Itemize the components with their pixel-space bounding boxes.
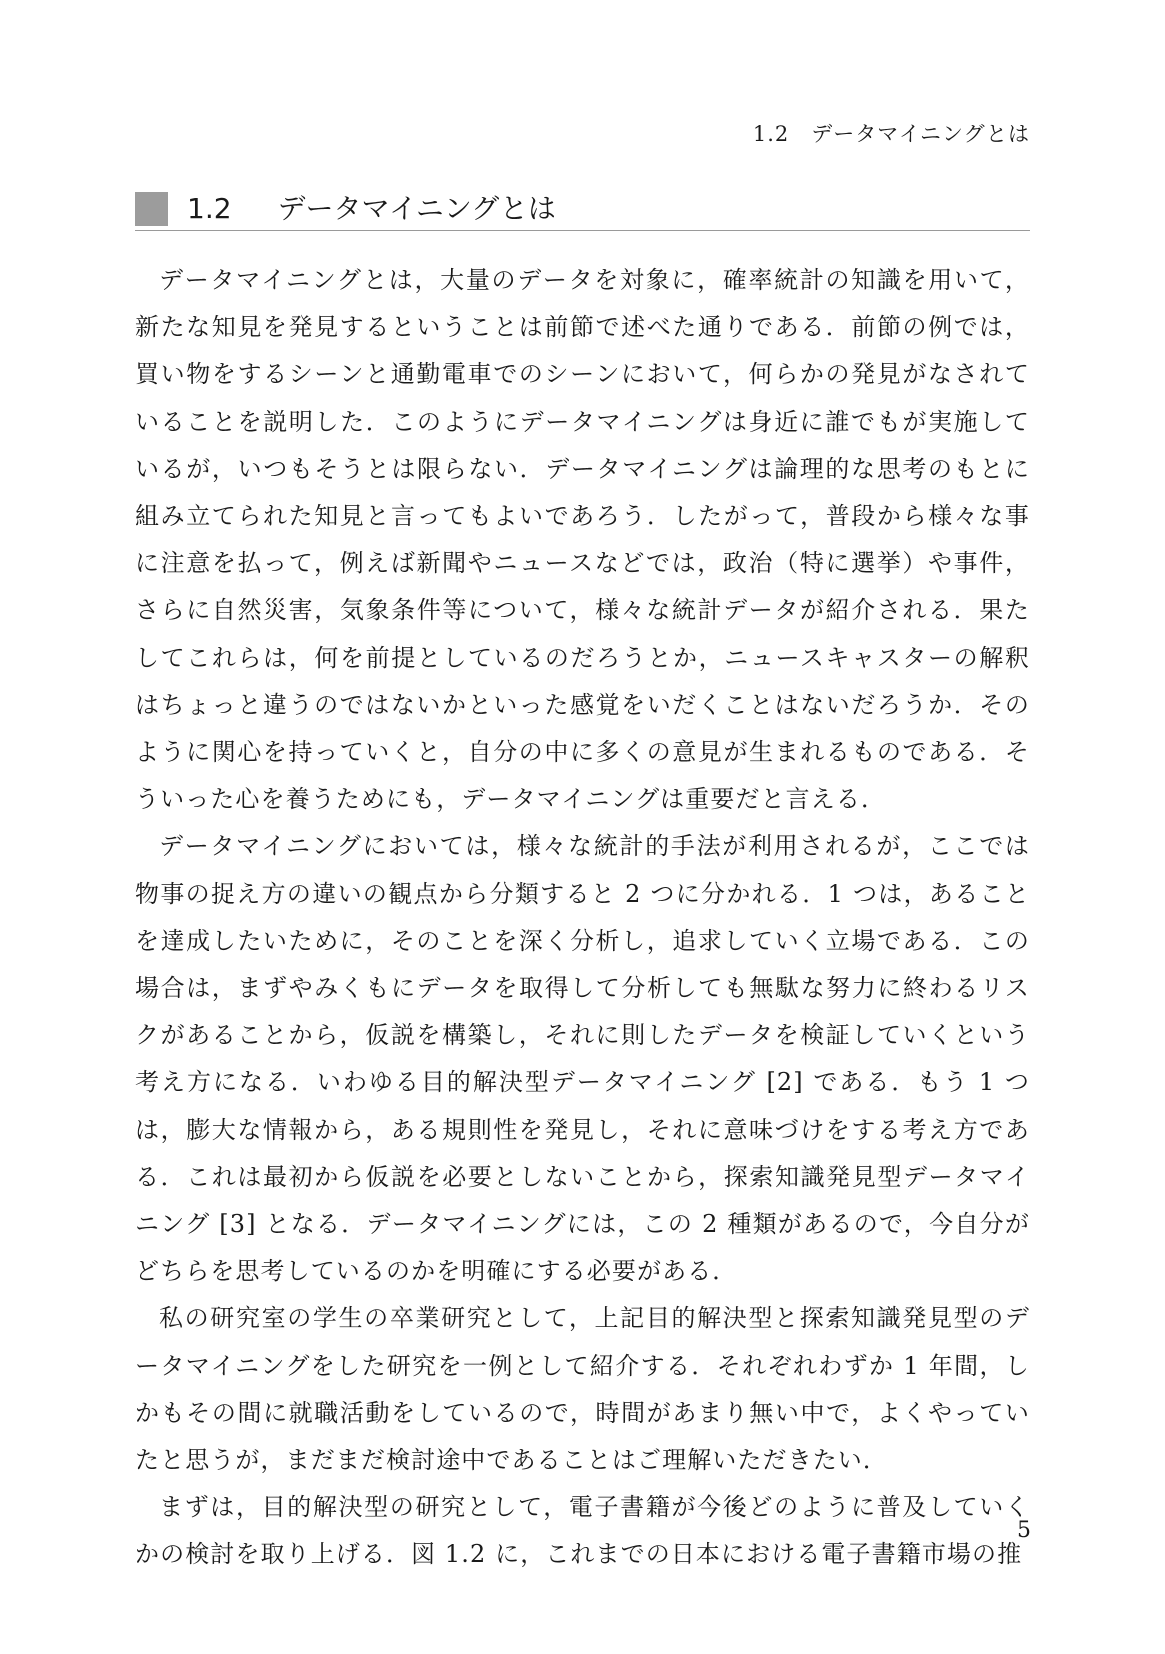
body-text [135, 257, 1030, 1579]
running-header [753, 118, 1030, 148]
section-heading-text [187, 190, 556, 228]
section-heading [135, 190, 1030, 231]
page-number: 5 [1017, 1518, 1031, 1543]
section-heading-number: 1.2 [187, 192, 232, 225]
section-heading-marker [135, 192, 168, 226]
paragraph-4: まずは，目的解決型の研究として，電子書籍が今後どのように普及していくかの検討を取り上げる．図 1.2 に，これまでの日本における電子書籍市場の推 [135, 1493, 1030, 1569]
paragraph-2: データマイニングにおいては，様々な統計的手法が利用されるが，ここでは物事の捉え方の違いの観点から分類すると 2 つに分かれる．1 つは，あることを達成したいために，そのことを深く分析し，追求していく立場である．この場合は，まずやみくもにデータを取得して分析しても無駄な努力に終わるリスクがあることから，仮説を構築し，それに則したデータを検証していくという考え方になる．いわゆる目的解決型データマイニング [2] である．もう 1 つは，膨大な情報から，ある規則性を発見し，それに意味づけをする考え方である．これは最初から仮説を必要としないことから，探索知識発見型データマイニング [3] となる．データマイニングには，この 2 種類があるので，今自分がどちらを思考しているのかを明確にする必要がある． [135, 832, 1030, 1286]
paragraph-3: 私の研究室の学生の卒業研究として，上記目的解決型と探索知識発見型のデータマイニングをした研究を一例として紹介する．それぞれわずか 1 年間，しかもその間に就職活動をしているので，時間があまり無い中で，よくやっていたと思うが，まだまだ検討途中であることはご理解いただきたい． [135, 1304, 1030, 1475]
running-header-section-title: データマイニングとは [811, 122, 1030, 146]
paragraph-1: データマイニングとは，大量のデータを対象に，確率統計の知識を用いて，新たな知見を発見するということは前節で述べた通りである．前節の例では，買い物をするシーンと通勤電車でのシーンにおいて，何らかの発見がなされていることを説明した．このようにデータマイニングは身近に誰でもが実施しているが，いつもそうとは限らない．データマイニングは論理的な思考のもとに組み立てられた知見と言ってもよいであろう．したがって，普段から様々な事に注意を払って，例えば新聞やニュースなどでは，政治（特に選挙）や事件，さらに自然災害，気象条件等について，様々な統計データが紹介される．果たしてこれらは，何を前提としているのだろうとか，ニュースキャスターの解釈はちょっと違うのではないかといった感覚をいだくことはないだろうか．そのように関心を持っていくと，自分の中に多くの意見が生まれるものである．そういった心を養うためにも，データマイニングは重要だと言える． [135, 266, 1030, 814]
section-heading-title: データマイニングとは [277, 192, 556, 225]
running-header-section-number: 1.2 [752, 122, 790, 146]
